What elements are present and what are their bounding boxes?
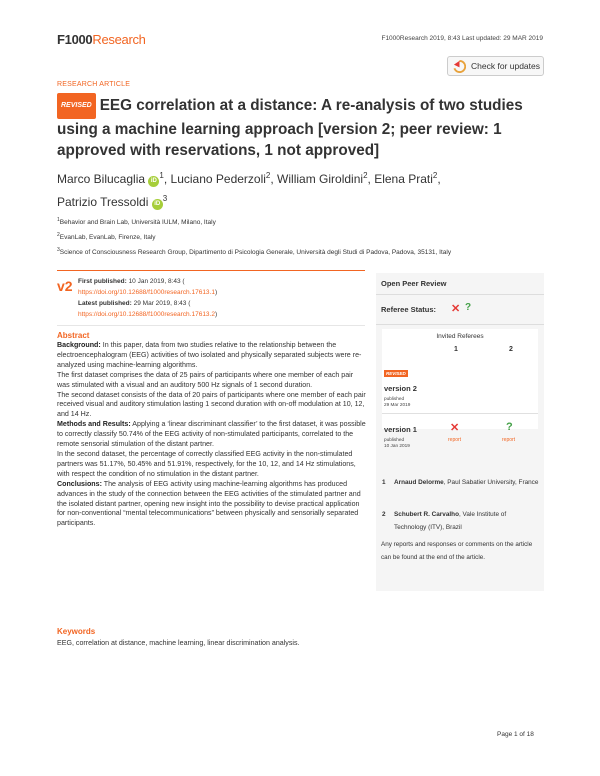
publication-dates: First published: 10 Jan 2019, 8:43 ( https://doi.org/10.12688/f1000research.17613.1) Latest published: 29 Mar 2019, 8:43 ( https://doi.org/10.12688/f1000research.17613.2): [78, 278, 218, 318]
journal-info: F1000Research 2019, 8:43 Last updated: 29 MAR 2019: [381, 35, 543, 42]
article-type: RESEARCH ARTICLE: [57, 81, 131, 88]
f1000-logo: F1000Research: [57, 32, 146, 47]
open-peer-review-panel: [376, 273, 544, 591]
referee-status-label: Referee Status:: [381, 305, 437, 314]
author-list: Marco Bilucaglia $iD^1$, Luciano Pederzoli$^2$, William Giroldini$^2$, Elena Prati$^2$, Patrizio Tressoldi $iD^3$: [57, 171, 441, 209]
report-not-approved-icon[interactable]: ✕: [450, 422, 460, 434]
version-1-label[interactable]: version 1: [384, 425, 417, 434]
version-2-label[interactable]: version 2: [384, 384, 417, 393]
referee-entry: 2 Schubert R. Carvalho, Vale Institute of Technology (ITV), Brazil: [382, 511, 507, 531]
orcid-icon[interactable]: iD: [148, 176, 159, 187]
panel-title: Open Peer Review: [381, 279, 447, 288]
affiliation: $^1$Behavior and Brain Lab, Università IULM, Milano, Italy: [57, 217, 216, 227]
orcid-icon[interactable]: iD: [152, 199, 163, 210]
title-text: EEG correlation at a distance: A re-analysis of two studies using a machine learning approach [version 2; peer review: 1 approved with reservations, 1 not approved]: [57, 97, 523, 159]
referee-col-1: 1: [454, 346, 458, 353]
article-title: [57, 93, 557, 162]
version-1-date: published 10 Jan 2019: [384, 437, 410, 448]
divider: [57, 270, 365, 271]
check-updates-label: Check for updates: [471, 61, 540, 71]
abstract-body: Background: In this paper, data from two studies relative to the relationship between the electroencephalogram (EEG) activities of two isolated and physically separated subjects were re-analyzed using machine-learning algorithms. The first dataset comprises the data of 25 pairs of participants where one member of each pair was stimulated with a visual and an auditory 500 Hz signals of 1 second duration. The second dataset consists of the data of 20 pairs of participants where one member of each pair received visual and auditory stimulation lasting 1 second duration with on-off modulation at 10, 12, and 14 Hz. Methods and Results: Applying a ‘linear discriminant classifier’ to the first dataset, it was possible to correctly classify 50.74% of the EEG activity of non-stimulated participants, correlated to the remote sensorial stimulation of the distant partner. In the second dataset, the percentage of correctly classified EEG activity in the non-stimulated partners was 51.17%, 50.45% and 51.91%, respectively, for the 10, 12, and 14 Hz stimulations, with respect the condition of no stimulation in the distant partner. Conclusions: The analysis of EEG activity using machine-learning algorithms has produced advances in the study of the connection between the EEG activities of the stimulated partner and the isolated distant partner, opening new insight into the possibility to devise practical application for non-conventional “mental telecommunications” between physically and sensorially separated participants.: [57, 341, 366, 528]
report-link-1[interactable]: report: [448, 437, 462, 443]
author-name[interactable]: Patrizio Tressoldi: [57, 195, 149, 209]
affiliation: $^2$EvanLab, EvanLab, Firenze, Italy: [57, 232, 156, 242]
reservations-icon: ?: [465, 302, 472, 313]
keywords-text: EEG, correlation at distance, machine learning, linear discrimination analysis.: [57, 639, 300, 647]
invited-referees-label: Invited Referees: [436, 333, 484, 340]
affiliations: [57, 214, 451, 259]
page-number: Page 1 of 18: [497, 731, 534, 738]
author-name[interactable]: William Giroldini: [277, 172, 364, 186]
author-name[interactable]: Marco Bilucaglia: [57, 172, 146, 186]
report-link-2[interactable]: report: [502, 437, 516, 443]
keywords-heading: Keywords: [57, 627, 96, 636]
version-2-date: published 29 Mar 2019: [384, 396, 411, 407]
abstract-heading: Abstract: [57, 331, 90, 340]
reports-note: Any reports and responses or comments on the article can be found at the end of the article.: [381, 541, 533, 561]
not-approved-icon: ✕: [451, 303, 461, 315]
revised-badge: REVISED: [57, 93, 96, 119]
divider: [57, 325, 365, 326]
referee-entry: 1 Arnaud Delorme, Paul Sabatier University, France: [382, 479, 539, 486]
author-name[interactable]: Elena Prati: [374, 172, 433, 186]
check-updates-button[interactable]: [447, 56, 544, 76]
report-reservations-icon[interactable]: ?: [506, 421, 513, 433]
latest-doi-link[interactable]: https://doi.org/10.12688/f1000research.17613.2: [78, 310, 215, 318]
revised-badge-small: REVISED: [386, 371, 406, 376]
author-name[interactable]: Luciano Pederzoli: [170, 172, 266, 186]
invited-referees-box: [382, 329, 538, 429]
version-marker: v2: [57, 278, 73, 294]
affiliation: $^3$Science of Consciousness Research Group, Dipartimento di Psicologia Generale, Università degli Studi di Padova, Padova, 35131, Italy: [57, 247, 452, 257]
first-doi-link[interactable]: https://doi.org/10.12688/f1000research.17613.1: [78, 288, 215, 296]
check-updates-icon: [453, 60, 466, 73]
referee-col-2: 2: [509, 346, 513, 353]
